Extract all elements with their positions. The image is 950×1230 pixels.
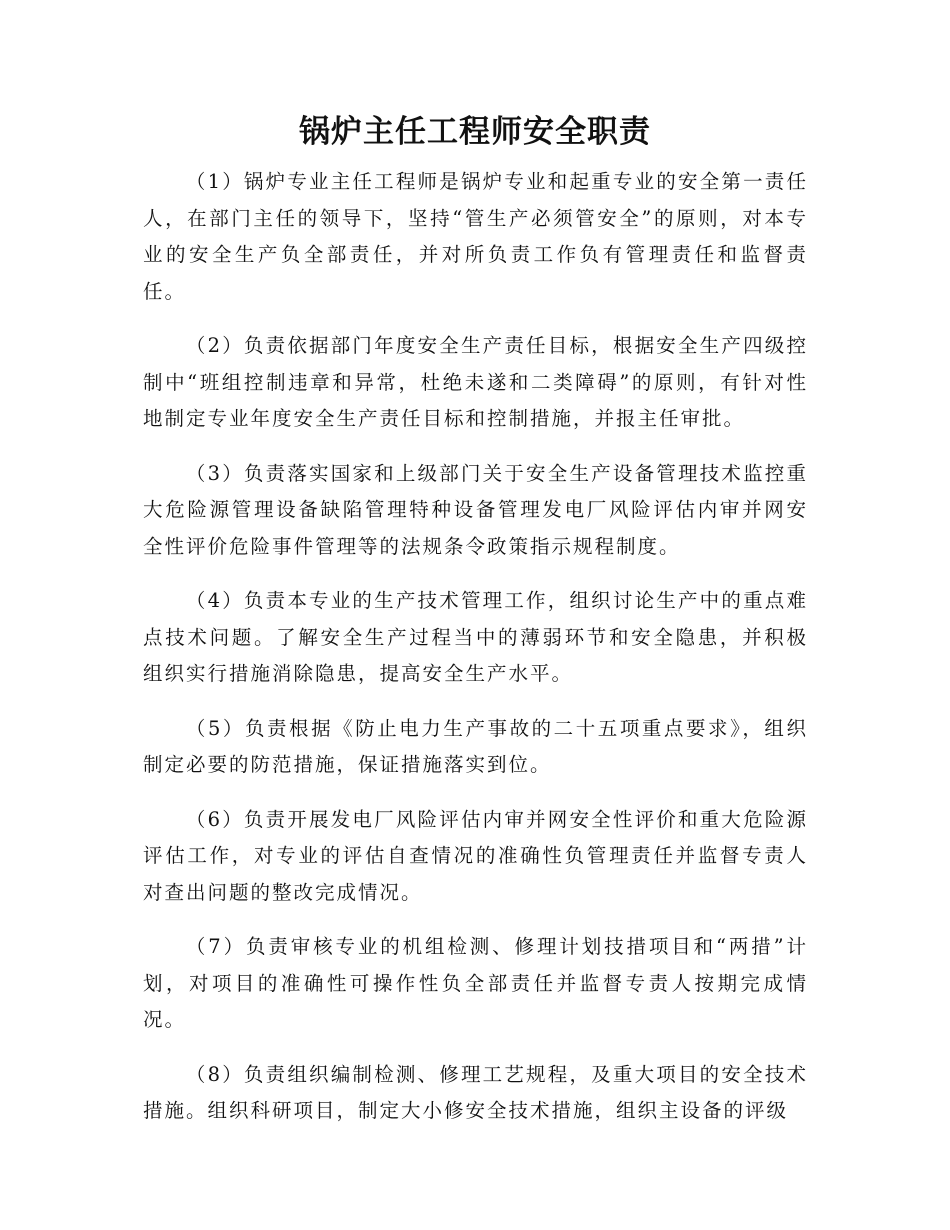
paragraph-5: （5）负责根据《防止电力生产事故的二十五项重点要求》，组织制定必要的防范措施，保证措施落实到位。 [143,716,808,776]
paragraph-3: （3）负责落实国家和上级部门关于安全生产设备管理技术监控重大危险源管理设备缺陷管理特种设备管理发电厂风险评估内审并网安全性评价危险事件管理等的法规条令政策指示规程制度。 [143,461,808,558]
paragraph-7: （7）负责审核专业的机组检测、修理计划技措项目和“两措”计划，对项目的准确性可操作性负全部责任并监督专责人按期完成情况。 [143,935,808,1031]
document-body [143,164,808,1148]
paragraph-6: （6）负责开展发电厂风险评估内审并网安全性评价和重大危险源评估工作，对专业的评估自查情况的准确性负管理责任并监督专责人对查出问题的整改完成情况。 [143,807,808,904]
paragraph-1: （1）锅炉专业主任工程师是锅炉专业和起重专业的安全第一责任人，在部门主任的领导下，坚持“管生产必须管安全”的原则，对本专业的安全生产负全部责任，并对所负责工作负有管理责任和监督责任。 [143,170,808,303]
paragraph-4: （4）负责本专业的生产技术管理工作，组织讨论生产中的重点难点技术问题。了解安全生产过程当中的薄弱环节和安全隐患，并积极组织实行措施消除隐患，提高安全生产水平。 [143,589,808,685]
paragraph-2: （2）负责依据部门年度安全生产责任目标，根据安全生产四级控制中“班组控制违章和异常，杜绝未遂和二类障碍”的原则，有针对性地制定专业年度安全生产责任目标和控制措施，并报主任审批。 [143,334,808,430]
paragraph-8: （8）负责组织编制检测、修理工艺规程，及重大项目的安全技术措施。组织科研项目，制定大小修安全技术措施，组织主设备的评级 [143,1062,808,1122]
document-title: 锅炉主任工程师安全职责 [299,114,651,150]
